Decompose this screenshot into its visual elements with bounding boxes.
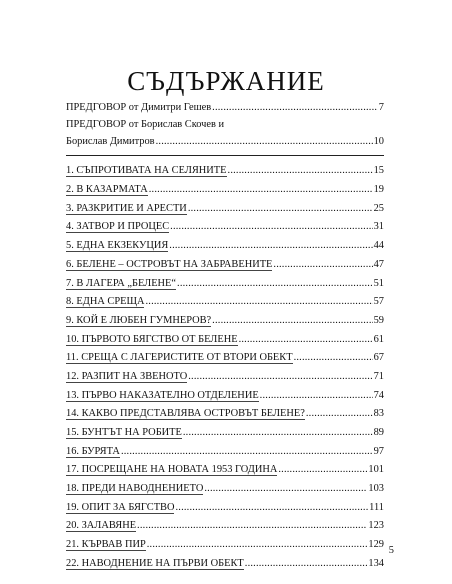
toc-entry-page: 25: [373, 202, 384, 214]
toc-entry-label: 4. ЗАТВОР И ПРОЦЕС: [66, 221, 170, 233]
toc-entry-chapter[interactable]: [66, 443, 384, 462]
toc-entry-label: 8. ЕДНА СРЕЩА: [66, 296, 145, 308]
dot-leader: [188, 368, 372, 387]
toc-entry-page: 44: [373, 240, 384, 252]
dot-leader: [121, 443, 373, 462]
toc-entry-label: 15. БУНТЪТ НА РОБИТЕ: [66, 427, 182, 439]
toc-entry-chapter[interactable]: [66, 275, 384, 294]
toc-entry-page: 10: [373, 135, 384, 147]
toc-entry-label: 11. СРЕЩА С ЛАГЕРИСТИТЕ ОТ ВТОРИ ОБЕКТ: [66, 352, 293, 364]
toc-entry-chapter[interactable]: [66, 387, 384, 406]
toc-entry-chapter[interactable]: [66, 555, 384, 574]
toc-entry-chapter[interactable]: [66, 200, 384, 219]
dot-leader: [137, 517, 367, 536]
dot-leader: [278, 461, 367, 480]
toc-entry-preface-1[interactable]: [66, 100, 384, 117]
toc-entry-page: 103: [368, 483, 384, 495]
toc-entry-label: 13. ПЪРВО НАКАЗАТЕЛНО ОТДЕЛЕНИЕ: [66, 389, 259, 401]
toc-entry-page: 123: [368, 520, 384, 532]
dot-leader: [204, 480, 367, 499]
toc-entry-label: 14. КАКВО ПРЕДСТАВЛЯВА ОСТРОВЪТ БЕЛЕНЕ?: [66, 408, 305, 420]
dot-leader: [183, 424, 373, 443]
toc-entry-page: 101: [368, 464, 384, 476]
dot-leader: [145, 293, 372, 312]
toc-entry-label: 10. ПЪРВОТО БЯГСТВО ОТ БЕЛЕНЕ: [66, 333, 238, 345]
toc-entry-page: 111: [369, 501, 384, 513]
toc-entry-page: 19: [373, 184, 384, 196]
toc-entry-label: 16. БУРЯТА: [66, 445, 120, 457]
toc-entry-label: 1. СЪПРОТИВАТА НА СЕЛЯНИТЕ: [66, 165, 227, 177]
toc-entry-chapter[interactable]: [66, 536, 384, 555]
toc-entry-page: 51: [373, 277, 384, 289]
toc-entry-chapter[interactable]: [66, 499, 384, 518]
toc-entry-chapter[interactable]: [66, 237, 384, 256]
dot-leader: [245, 555, 368, 574]
page-number: 5: [388, 545, 394, 556]
table-of-contents: [66, 100, 384, 574]
dot-leader: [175, 499, 368, 518]
toc-entry-page: 74: [373, 389, 384, 401]
toc-entry-page: 61: [373, 333, 384, 345]
toc-entry-label: 5. ЕДНА ЕКЗЕКУЦИЯ: [66, 240, 169, 252]
toc-entry-page: 59: [373, 314, 384, 326]
toc-entry-label: 9. КОЙ Е ЛЮБЕН ГУМНЕРОВ?: [66, 314, 212, 326]
dot-leader: [149, 181, 373, 200]
toc-entry-chapter[interactable]: [66, 293, 384, 312]
toc-entry-chapter[interactable]: [66, 368, 384, 387]
toc-entry-page: 97: [373, 445, 384, 457]
page-title: СЪДЪРЖАНИЕ: [127, 66, 325, 97]
toc-entry-label: 12. РАЗПИТ НА ЗВЕНОТО: [66, 370, 188, 382]
toc-entry-chapter[interactable]: [66, 517, 384, 536]
toc-entry-label: 3. РАЗКРИТИЕ И АРЕСТИ: [66, 202, 187, 214]
toc-entry-label: 6. БЕЛЕНЕ – ОСТРОВЪТ НА ЗАБРАВЕНИТЕ: [66, 258, 273, 270]
toc-entry-page: 134: [368, 557, 384, 569]
dot-leader: [239, 331, 373, 350]
toc-entry-page: 67: [373, 352, 384, 364]
toc-entry-page: 89: [373, 427, 384, 439]
toc-entry-preface-2-line-2[interactable]: [66, 134, 384, 151]
dot-leader: [212, 312, 372, 331]
toc-entry-page: 31: [373, 221, 384, 233]
dot-leader: [260, 387, 373, 406]
dot-leader: [177, 275, 373, 294]
toc-entry-chapter[interactable]: [66, 424, 384, 443]
dot-leader: [306, 405, 373, 424]
toc-entry-label: 18. ПРЕДИ НАВОДНЕНИЕТО: [66, 483, 204, 495]
toc-entry-page: 71: [373, 370, 384, 382]
toc-entry-preface-2-line-1[interactable]: [66, 117, 384, 134]
dot-leader: [228, 162, 373, 181]
toc-entry-label: 7. В ЛАГЕРА „БЕЛЕНЕ“: [66, 277, 177, 289]
toc-entry-label: ПРЕДГОВОР от Димитри Гешев: [66, 102, 212, 113]
toc-entry-label: Борислав Димитров: [66, 135, 155, 147]
toc-entry-chapter[interactable]: [66, 405, 384, 424]
dot-leader: [188, 200, 373, 219]
toc-entry-label: 2. В КАЗАРМАТА: [66, 184, 148, 196]
chapter-list: [66, 162, 384, 573]
dot-leader: [170, 218, 372, 237]
toc-entry-page: 15: [373, 165, 384, 177]
toc-entry-label: 19. ОПИТ ЗА БЯГСТВО: [66, 501, 175, 513]
dot-leader: [156, 134, 373, 151]
dot-leader: [212, 100, 378, 117]
toc-entry-chapter[interactable]: [66, 331, 384, 350]
toc-entry-page: 7: [378, 102, 384, 113]
toc-entry-label: 20. ЗАЛАВЯНЕ: [66, 520, 137, 532]
dot-leader: [294, 349, 373, 368]
toc-entry-chapter[interactable]: [66, 312, 384, 331]
toc-entry-chapter[interactable]: [66, 256, 384, 275]
dot-leader: [273, 256, 372, 275]
toc-entry-chapter[interactable]: [66, 162, 384, 181]
toc-entry-chapter[interactable]: [66, 218, 384, 237]
toc-entry-label: 17. ПОСРЕЩАНЕ НА НОВАТА 1953 ГОДИНА: [66, 464, 278, 476]
toc-entry-label: ПРЕДГОВОР от Борислав Скочев и: [66, 118, 225, 130]
toc-entry-chapter[interactable]: [66, 181, 384, 200]
toc-entry-chapter[interactable]: [66, 349, 384, 368]
toc-entry-label: 22. НАВОДНЕНИЕ НА ПЪРВИ ОБЕКТ: [66, 557, 244, 569]
toc-entry-label: 21. КЪРВАВ ПИР: [66, 539, 146, 551]
section-divider: [66, 155, 384, 156]
toc-entry-page: 47: [373, 258, 384, 270]
toc-entry-page: 57: [373, 296, 384, 308]
dot-leader: [147, 536, 368, 555]
toc-entry-page: 129: [368, 539, 384, 551]
toc-entry-chapter[interactable]: [66, 480, 384, 499]
toc-entry-chapter[interactable]: [66, 461, 384, 480]
dot-leader: [169, 237, 372, 256]
toc-entry-page: 83: [373, 408, 384, 420]
